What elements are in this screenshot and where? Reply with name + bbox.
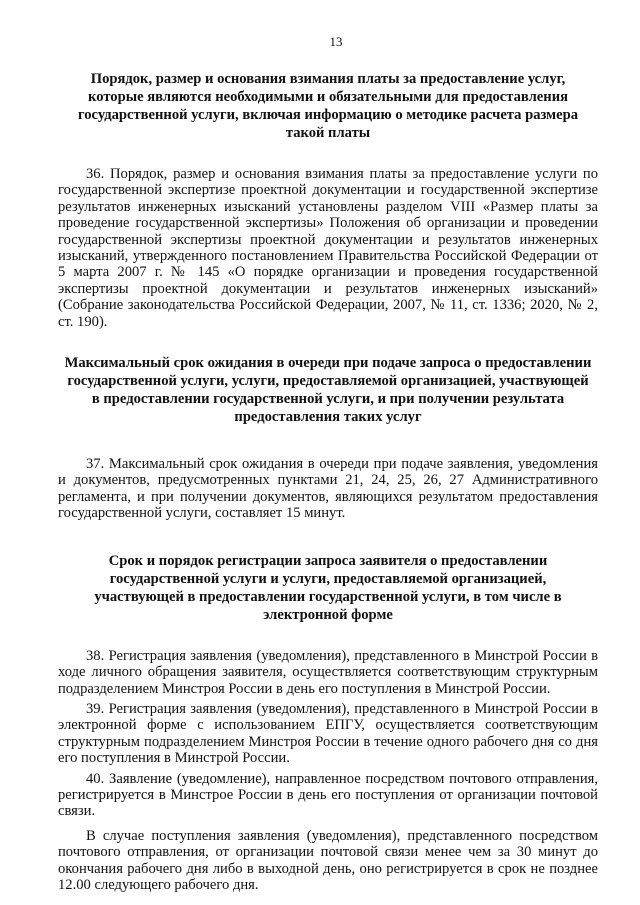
section-heading-request-registration: Срок и порядок регистрации запроса заявителя о предоставлении государственной услуги и услуги, предоставляемой организацией, участвующей в предоставлении государственной услуги, в том числе в электронной форме (94, 552, 562, 623)
page-number: 13 (329, 34, 343, 49)
section-heading-fee-for-related-services: Порядок, размер и основания взимания платы за предоставление услуг, которые являются необходимыми и обязательными для предоставления государственной услуги, включая информацию о методике расчета размера такой платы (77, 71, 579, 141)
paragraph-40-continuation: В случае поступления заявления (уведомления), представленного посредством почтового отправления, от организации почтовой связи менее чем за 30 минут до окончания рабочего дня либо в выходной день, оно регистрируется в срок не позднее 12.00 следующего рабочего дня. (58, 827, 598, 893)
paragraph-39: 39. Регистрация заявления (уведомления), представленного в Минстрой России в электронной форме с использованием ЕПГУ, осуществляется соответствующим структурным подразделением Минстроя России в течение одного рабочего дня со дня его поступления в Минстрой России. (58, 700, 598, 767)
paragraph-37: 37. Максимальный срок ожидания в очереди при подаче заявления, уведомления и документов, предусмотренных пунктами 21, 24, 25, 26, 27 Административного регламента, и при получении документов, являющихся результатом предоставления государственной услуги, составляет 15 минут. (58, 456, 598, 522)
paragraph-38: 38. Регистрация заявления (уведомления), представленного в Минстрой России в ходе личного обращения заявителя, осуществляется соответствующим структурным подразделением Минстроя России в день его поступления в Минстрой России. (58, 647, 598, 697)
paragraph-40: 40. Заявление (уведомление), направленное посредством почтового отправления, регистрируется в Минстрое России в день его поступления от организации почтовой связи. (58, 770, 598, 820)
paragraph-36: 36. Порядок, размер и основания взимания платы за предоставление услуги по государственной экспертизе проектной документации и государственной экспертизе результатов инженерных изысканий установлены разделом VIII «Размер платы за проведение государственной экспертизы» Положения об организации и проведении государственной экспертизы проектной документации и результатов инженерных изысканий, утвержденного постановлением Правительства Российской Федерации от 5 марта 2007 г. № 145 «О порядке организации и проведения государственной экспертизы проектной документации и результатов инженерных изысканий» (Собрание законодательства Российской Федерации, 2007, № 11, ст. 1336; 2020, № 2, ст. 190). (58, 166, 598, 330)
section-heading-max-waiting-time: Максимальный срок ожидания в очереди при подаче запроса о предоставлении государственной услуги, услуги, предоставляемой организацией, участвующей в предоставлении государственной услуги, и при получении результата предоставления таких услуг (64, 355, 592, 426)
